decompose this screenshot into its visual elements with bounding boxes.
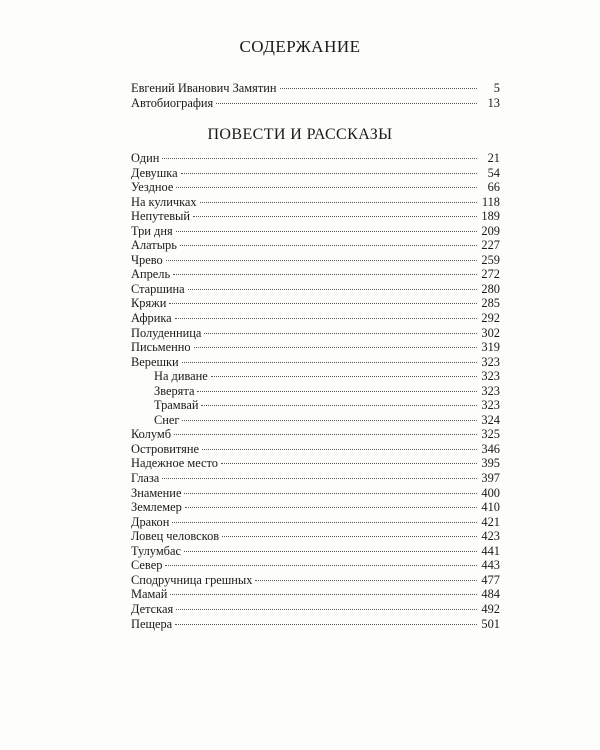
toc-entry-title: Один [131,151,160,165]
toc-entry-page: 484 [481,587,500,602]
toc-entry-title: Полуденница [131,325,202,340]
toc-entry-page: 66 [487,180,500,195]
toc-entry-page: 423 [481,529,500,544]
toc-entry [131,296,500,311]
toc-entry-title: Тулумбас [131,543,181,558]
toc-entry [131,442,500,457]
toc-entry-page: 492 [481,601,500,616]
toc-entry-title: Пещера [131,616,173,631]
toc-entry-title: Зверята [154,383,195,398]
toc-entry-title: Верешки [131,354,179,369]
toc-entry [131,456,500,471]
toc-entry-page: 501 [481,616,500,631]
dot-leader [200,202,477,203]
toc-entry [131,471,500,486]
toc-entry [131,311,500,326]
toc-entry-page: 325 [481,427,500,442]
toc-entry [131,282,500,297]
toc-entry-title: Знамение [131,485,182,500]
dot-leader [221,463,477,464]
toc-entry [131,529,500,544]
toc-entry [131,238,500,253]
dot-leader [181,173,477,174]
toc-entry [131,267,500,282]
toc-entry [131,427,500,442]
toc-entry-page: 397 [481,471,500,486]
toc-entry-page: 227 [481,238,500,253]
toc-entry-title: Африка [131,311,172,326]
dot-leader [162,158,477,159]
dot-leader [194,347,477,348]
toc-entry [131,96,500,111]
dot-leader [211,376,477,377]
toc-entry [131,195,500,210]
toc-entry-page: 421 [481,514,500,529]
dot-leader [193,216,477,217]
toc-entry-title: Глаза [131,471,160,486]
toc-entry-page: 21 [487,151,500,165]
toc-entry-page: 477 [481,572,500,587]
toc-entry-title: Сподручница грешных [131,572,253,587]
toc-entry-title: Мамай [131,587,168,602]
dot-leader [202,449,477,450]
toc-entry-page: 323 [481,398,500,413]
dot-leader [184,551,477,552]
dot-leader [197,391,477,392]
section-title: ПОВЕСТИ И РАССКАЗЫ [207,126,393,143]
dot-leader [216,103,477,104]
toc-entry-page: 209 [481,223,500,238]
toc-entry-page: 346 [481,441,500,456]
toc-entry [131,355,500,370]
dot-leader [172,522,477,523]
dot-leader [165,565,477,566]
dot-leader [170,594,477,595]
toc-entry [131,151,500,166]
toc-entry-page: 395 [481,456,500,471]
toc-entry [131,515,500,530]
dot-leader [162,478,477,479]
toc-entry-page: 259 [481,252,500,267]
toc-entry-title: Колумб [131,427,172,442]
toc-entry [131,544,500,559]
toc-entry-page: 323 [481,383,500,398]
toc-entry [131,398,500,413]
dot-leader [175,624,477,625]
toc-entry-title: Старшина [131,281,185,296]
toc-entry-title: Надежное место [131,456,218,471]
toc-entry-page: 292 [481,311,500,326]
toc-entry-title: Три дня [131,223,173,238]
toc-entry [131,573,500,588]
dot-leader [176,187,477,188]
dot-leader [184,493,477,494]
toc-entry-title: Девушка [131,165,178,180]
toc-entry-title: Островитяне [131,441,199,456]
toc-entry-title: Уездное [131,180,174,195]
toc-entry [131,180,500,195]
dot-leader [222,536,477,537]
toc-entry-title: Алатырь [131,238,177,253]
toc-entry [131,587,500,602]
toc-entry-page: 189 [481,209,500,224]
toc-entry-page: 443 [481,558,500,573]
toc-entry-page: 319 [481,340,500,355]
dot-leader [174,434,477,435]
dot-leader [175,318,477,319]
dot-leader [176,609,477,610]
toc-entry [131,558,500,573]
dot-leader [169,303,477,304]
toc-entry-title: Автобиография [131,95,214,110]
toc-entry-title: Письменно [131,340,191,355]
toc-entry-title: Кряжи [131,296,167,311]
toc-entry-title: Евгений Иванович Замятин [131,81,277,95]
dot-leader [204,333,477,334]
front-matter-list [131,81,500,110]
toc-entry-title: Север [131,558,163,573]
dot-leader [182,362,477,363]
toc-entry-page: 323 [481,369,500,384]
toc-entry-page: 118 [481,194,500,209]
toc-entry [131,340,500,355]
toc-entry [131,326,500,341]
toc-entry [131,413,500,428]
toc-entry-title: Детская [131,601,174,616]
page-title: СОДЕРЖАНИЕ [239,37,361,56]
toc-entry [131,500,500,515]
toc-entry [131,486,500,501]
toc-entry-title: Снег [154,412,180,427]
contents-list [131,151,500,631]
toc-entry [131,224,500,239]
toc-entry [131,81,500,96]
toc-entry [131,617,500,632]
toc-entry [131,166,500,181]
toc-entry [131,369,500,384]
dot-leader [255,580,477,581]
toc-entry-page: 13 [487,95,500,110]
toc-entry-title: Ловец человсков [131,529,220,544]
toc-entry-page: 302 [481,325,500,340]
toc-entry-page: 5 [493,81,500,95]
dot-leader [188,289,477,290]
toc-entry [131,209,500,224]
toc-entry-title: На куличках [131,194,197,209]
toc-entry-page: 410 [481,500,500,515]
toc-entry-title: Чрево [131,252,163,267]
dot-leader [180,245,477,246]
toc-entry-title: Дракон [131,514,170,529]
toc-entry-page: 285 [481,296,500,311]
toc-entry-page: 272 [481,267,500,282]
dot-leader [182,420,477,421]
dot-leader [201,405,477,406]
dot-leader [185,507,477,508]
toc-entry-page: 400 [481,485,500,500]
toc-entry-title: Непутевый [131,209,190,224]
toc-entry-page: 323 [481,354,500,369]
toc-entry-title: Трамвай [154,398,199,413]
toc-entry-page: 324 [481,412,500,427]
toc-entry-page: 54 [487,165,500,180]
toc-entry-title: Апрель [131,267,171,282]
dot-leader [176,231,477,232]
dot-leader [173,274,477,275]
toc-entry [131,384,500,399]
dot-leader [280,88,477,89]
dot-leader [166,260,477,261]
toc-entry-title: На диване [154,369,208,384]
toc-entry-page: 441 [481,543,500,558]
toc-entry [131,253,500,268]
toc-entry [131,602,500,617]
toc-entry-page: 280 [481,281,500,296]
toc-entry-title: Землемер [131,500,182,515]
